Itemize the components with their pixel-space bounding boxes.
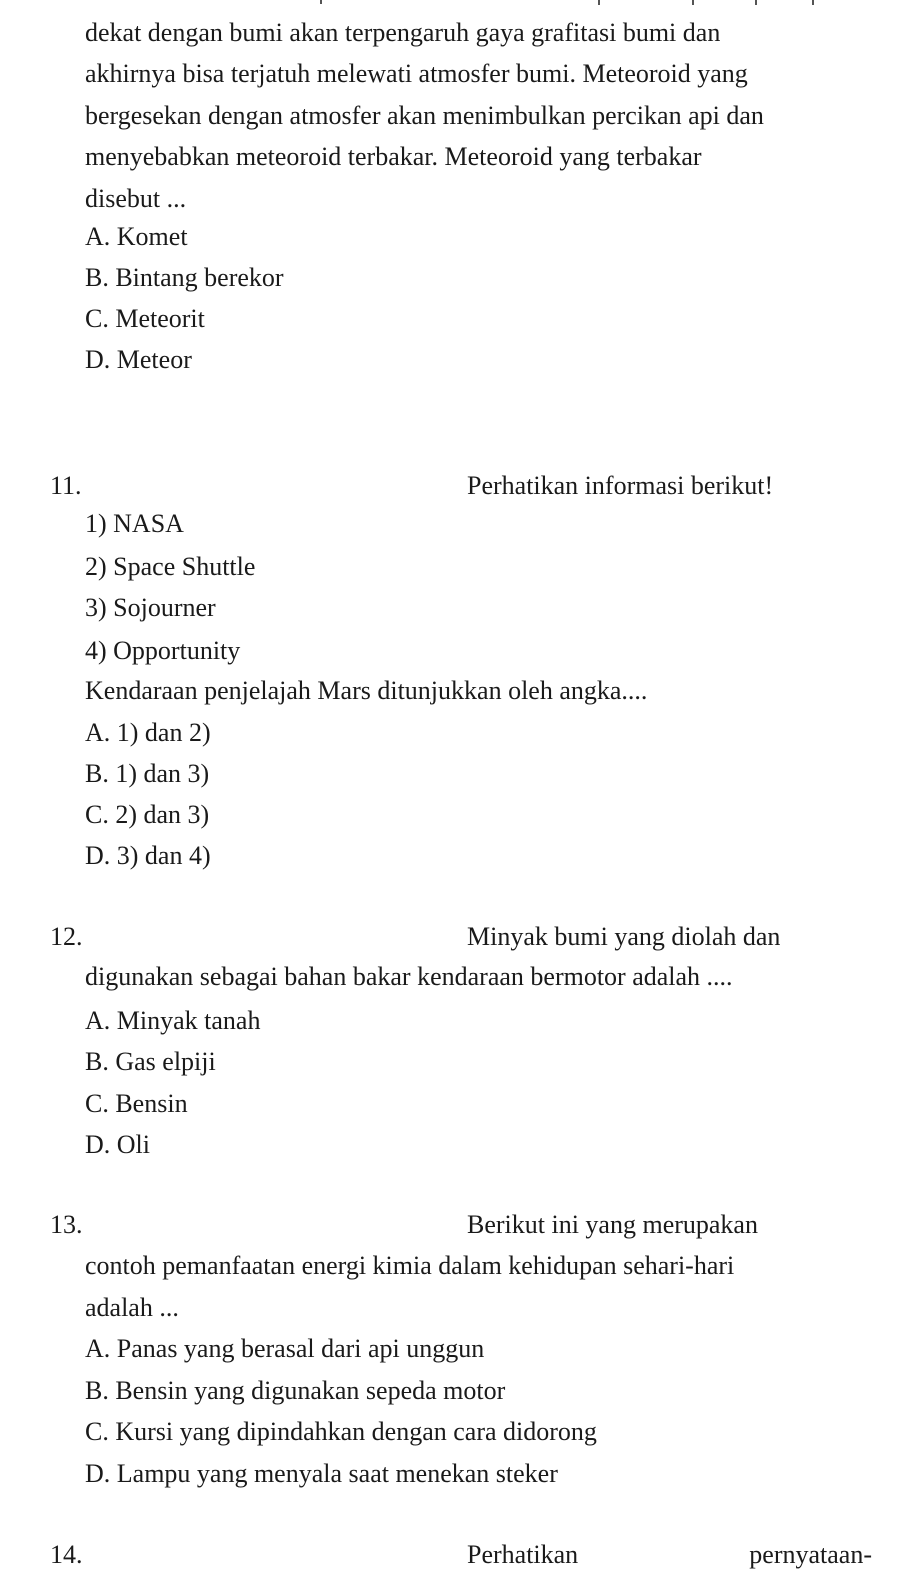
q11-option-d: D. 3) dan 4) bbox=[85, 841, 211, 870]
q11-item-2: 2) Space Shuttle bbox=[85, 552, 256, 581]
q11-option-c: C. 2) dan 3) bbox=[85, 800, 210, 829]
q10-line-1: dekat dengan bumi akan terpengaruh gaya grafitasi bumi dan bbox=[85, 18, 721, 47]
q12-continuation: digunakan sebagai bahan bakar kendaraan bermotor adalah .... bbox=[85, 962, 733, 991]
q13-number: 13. bbox=[50, 1210, 83, 1239]
q14-heading-word-1: Perhatikan bbox=[467, 1540, 579, 1569]
q11-heading: Perhatikan informasi berikut! bbox=[467, 471, 774, 500]
q11-item-4: 4) Opportunity bbox=[85, 636, 241, 665]
q10-line-5: disebut ... bbox=[85, 184, 187, 213]
q12-option-b: B. Gas elpiji bbox=[85, 1047, 216, 1076]
q13-option-d: D. Lampu yang menyala saat menekan steker bbox=[85, 1459, 558, 1488]
q10-option-d: D. Meteor bbox=[85, 345, 192, 374]
q12-option-a: A. Minyak tanah bbox=[85, 1006, 261, 1035]
q13-option-a: A. Panas yang berasal dari api unggun bbox=[85, 1334, 485, 1363]
q12-heading: Minyak bumi yang diolah dan bbox=[467, 922, 781, 951]
q10-option-a: A. Komet bbox=[85, 222, 188, 251]
cutoff-descenders bbox=[0, 0, 897, 6]
q14-number: 14. bbox=[50, 1540, 83, 1569]
q14-heading bbox=[467, 1540, 872, 1570]
q10-line-3: bergesekan dengan atmosfer akan menimbulkan percikan api dan bbox=[85, 101, 764, 130]
q10-line-2: akhirnya bisa terjatuh melewati atmosfer bumi. Meteoroid yang bbox=[85, 59, 748, 88]
q12-option-d: D. Oli bbox=[85, 1130, 150, 1159]
q11-option-a: A. 1) dan 2) bbox=[85, 718, 211, 747]
q13-option-b: B. Bensin yang digunakan sepeda motor bbox=[85, 1376, 506, 1405]
q11-item-1: 1) NASA bbox=[85, 509, 184, 538]
q11-option-b: B. 1) dan 3) bbox=[85, 759, 210, 788]
q10-option-b: B. Bintang berekor bbox=[85, 263, 284, 292]
q12-number: 12. bbox=[50, 922, 83, 951]
q11-item-3: 3) Sojourner bbox=[85, 593, 216, 622]
q12-option-c: C. Bensin bbox=[85, 1089, 188, 1118]
q13-continuation-2: adalah ... bbox=[85, 1293, 179, 1322]
q10-line-4: menyebabkan meteoroid terbakar. Meteoroid yang terbakar bbox=[85, 142, 702, 171]
q14-heading-word-2: pernyataan- bbox=[749, 1540, 872, 1569]
q13-continuation-1: contoh pemanfaatan energi kimia dalam kehidupan sehari-hari bbox=[85, 1251, 735, 1280]
q10-option-c: C. Meteorit bbox=[85, 304, 205, 333]
q13-heading: Berikut ini yang merupakan bbox=[467, 1210, 758, 1239]
q13-option-c: C. Kursi yang dipindahkan dengan cara didorong bbox=[85, 1417, 597, 1446]
q11-number: 11. bbox=[50, 471, 82, 500]
q11-question: Kendaraan penjelajah Mars ditunjukkan oleh angka.... bbox=[85, 676, 648, 705]
